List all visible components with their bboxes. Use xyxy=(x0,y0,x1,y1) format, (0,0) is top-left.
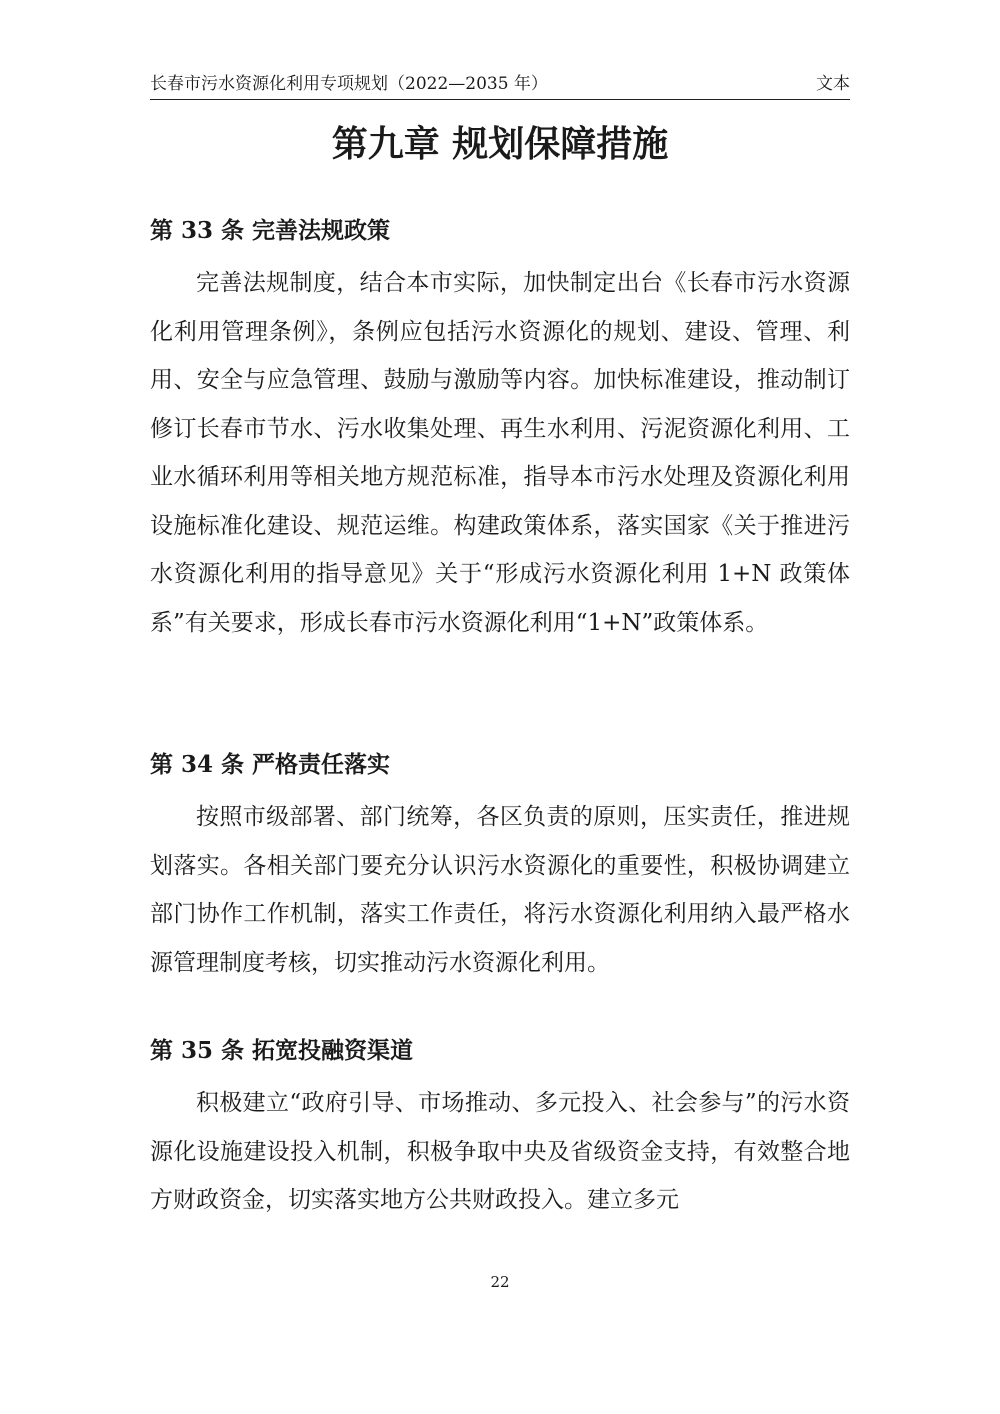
article-35-heading: 第 35 条 拓宽投融资渠道 xyxy=(150,1037,414,1064)
article-34-body: 按照市级部署、部门统筹，各区负责的原则，压实责任，推进规划落实。各相关部门要充分认识污水资源化的重要性，积极协调建立部门协作工作机制，落实工作责任，将污水资源化利用纳入最严格水源管理制度考核，切实推动污水资源化利用。 xyxy=(150,804,850,976)
article-35-body: 积极建立“政府引导、市场推动、多元投入、社会参与”的污水资源化设施建设投入机制，积极争取中央及省级资金支持，有效整合地方财政资金，切实落实地方公共财政投入。建立多元 xyxy=(150,1090,850,1213)
article-33-heading: 第 33 条 完善法规政策 xyxy=(150,217,391,244)
page-header xyxy=(150,72,850,98)
article-34-heading: 第 34 条 严格责任落实 xyxy=(150,751,391,778)
chapter-title: 第九章 规划保障措施 xyxy=(331,124,669,165)
header-document-title: 长春市污水资源化利用专项规划（2022—2035 年） xyxy=(150,74,548,94)
header-section-label: 文本 xyxy=(816,74,850,94)
header-divider xyxy=(150,99,850,100)
article-33-body: 完善法规制度，结合本市实际，加快制定出台《长春市污水资源化利用管理条例》，条例应包括污水资源化的规划、建设、管理、利用、安全与应急管理、鼓励与激励等内容。加快标准建设，推动制订修订长春市节水、污水收集处理、再生水利用、污泥资源化利用、工业水循环利用等相关地方规范标准，指导本市污水处理及资源化利用设施标准化建设、规范运维。构建政策体系，落实国家《关于推进污水资源化利用的指导意见》关于“形成污水资源化利用 1+N 政策体系”有关要求，形成长春市污水资源化利用“1+N”政策体系。 xyxy=(150,270,850,636)
page-number: 22 xyxy=(490,1273,510,1291)
